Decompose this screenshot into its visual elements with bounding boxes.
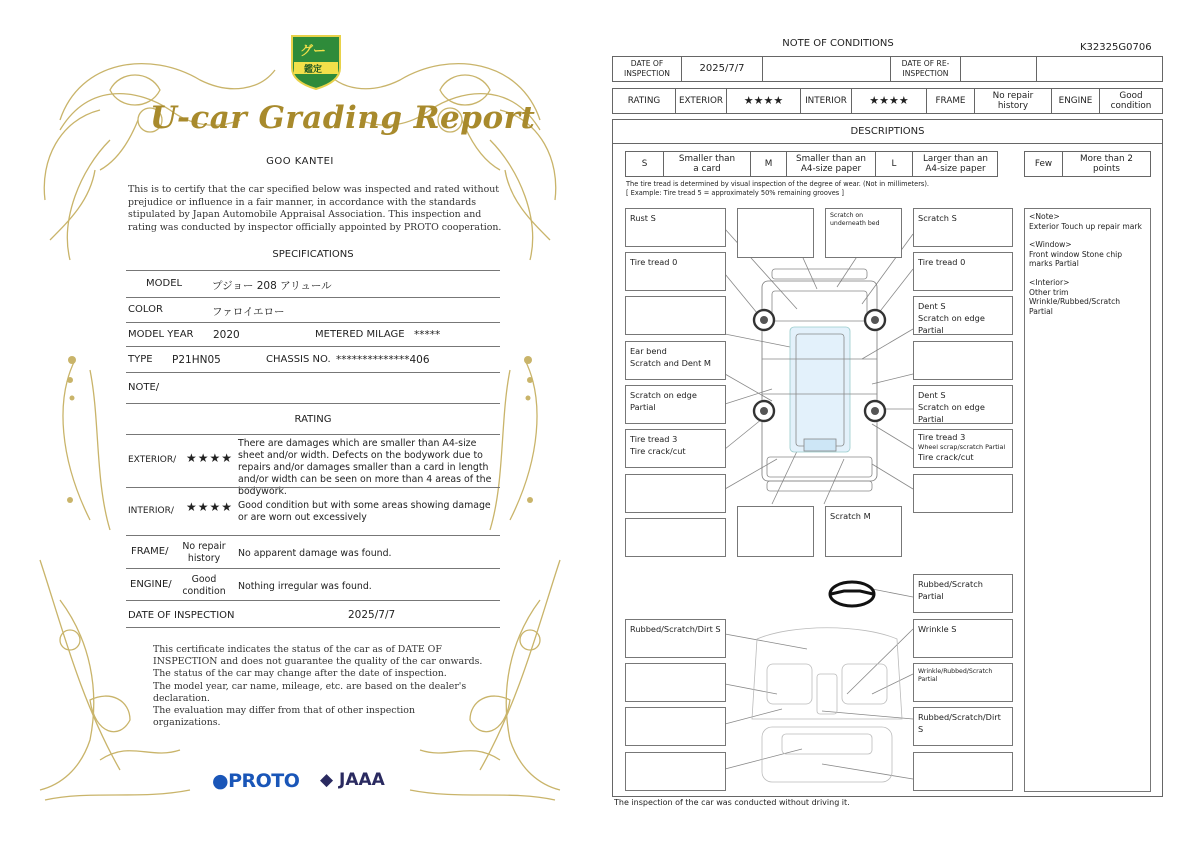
damage-box	[625, 752, 726, 791]
rating-label: RATING	[627, 96, 661, 106]
report-title: U-car Grading Report	[150, 100, 536, 136]
report-code: K32325G0706	[1080, 42, 1152, 53]
steering-wheel-icon	[830, 582, 874, 606]
divider	[126, 487, 500, 488]
legend-l-desc: Larger than an A4-size paper	[923, 154, 988, 174]
engine-label: ENGINE/	[130, 579, 172, 590]
engine-description: Nothing irregular was found.	[238, 581, 372, 592]
divider	[126, 297, 500, 298]
certificate-intro: This is to certify that the car specified below was inspected and rated without prejudice or influence in a fair manner, in accordance with the standards stipulated by Japan Automobile Appraisal Association. This inspection and rating was conducted by inspector officially appointed by PROTO cooperation.	[128, 184, 502, 233]
damage-box: Ear bend Scratch and Dent M	[625, 341, 726, 380]
divider	[1036, 56, 1037, 82]
damage-box	[913, 752, 1013, 791]
legend-few-desc: More than 2 points	[1080, 154, 1133, 174]
damage-box: Dent S Scratch on edge Partial	[913, 296, 1013, 335]
proto-logo: ●PROTO	[212, 770, 300, 792]
exterior-description: There are damages which are smaller than A4-size sheet and/or width. Defects on the bodywork due to repairs and/or damages smaller than a card in length and/or width can be seen on more than 4 areas of the bodywork.	[238, 438, 492, 497]
damage-box: Rubbed/Scratch/Dirt S	[625, 619, 726, 658]
notes-panel	[1024, 208, 1151, 792]
divider	[126, 600, 500, 601]
damage-box	[913, 474, 1013, 513]
damage-box: Tire tread 3 Wheel scrap/scratch Partial Tire crack/cut	[913, 429, 1013, 468]
tire-example: [ Example: Tire tread 5 = approximately 50% remaining grooves ]	[626, 189, 844, 197]
legend-l-label: L	[891, 159, 897, 169]
tire-note: The tire tread is determined by visual inspection of the degree of wear. (Not in millimeters).	[626, 180, 930, 188]
badge-bottom-text: 鑑定	[304, 65, 323, 75]
divider	[126, 434, 500, 435]
frame-label: FRAME	[935, 96, 966, 106]
disclaimer-line: This certificate indicates the status of the car as of DATE OF INSPECTION and does not guarantee the quality of the car onwards.	[153, 644, 483, 668]
legend-m-desc: Smaller than an A4-size paper	[795, 154, 866, 174]
note-text: Exterior Touch up repair mark	[1029, 221, 1142, 231]
inspection-date-value: 2025/7/7	[348, 609, 396, 621]
divider	[126, 535, 500, 536]
inspection-date-label: DATE OF INSPECTION	[128, 610, 235, 621]
damage-box: Wrinkle S	[913, 619, 1013, 658]
damage-box: Tire tread 0	[913, 252, 1013, 291]
damage-box	[737, 506, 814, 557]
disclaimer-line: The model year, car name, mileage, etc. are based on the dealer's declaration.	[153, 680, 467, 704]
inspection-date-label: DATE OF INSPECTION	[624, 59, 670, 78]
chassis-value: **************406	[336, 354, 430, 366]
disclaimer-line: The status of the car may change after the date of inspection.	[153, 668, 447, 680]
frame-value: No repair history	[182, 541, 226, 564]
interior-text: Other trim	[1029, 287, 1069, 297]
frame-label: FRAME/	[131, 546, 169, 557]
exterior-label: EXTERIOR	[678, 96, 724, 106]
disclaimer-line: The evaluation may differ from that of other inspection organizations.	[153, 705, 415, 729]
legend-m-label: M	[764, 159, 773, 169]
mileage-value: *****	[414, 329, 441, 341]
interior-description: Good condition but with some areas showing damage or are worn out excessively	[238, 500, 491, 523]
exterior-stars: ★★★★	[743, 94, 784, 107]
damage-box: Dent S Scratch on edge Partial	[913, 385, 1013, 424]
type-label: TYPE	[128, 354, 153, 365]
note-label: NOTE/	[128, 382, 160, 393]
interior-label: INTERIOR	[805, 96, 847, 106]
conditions-title: NOTE OF CONDITIONS	[782, 38, 894, 49]
divider	[126, 568, 500, 569]
divider	[126, 403, 500, 404]
damage-box: Scratch M	[825, 506, 902, 557]
damage-box: Tire tread 3 Tire crack/cut	[625, 429, 726, 468]
divider	[126, 372, 500, 373]
badge-top-text: グー	[300, 44, 327, 59]
engine-value: Good condition	[182, 574, 226, 597]
damage-box: Scratch S	[913, 208, 1013, 247]
legend-s-desc: Smaller than a card	[678, 154, 736, 174]
frame-value: No repair history	[992, 91, 1034, 111]
exterior-label: EXTERIOR/	[128, 455, 177, 465]
engine-label: ENGINE	[1058, 96, 1093, 106]
specifications-heading: SPECIFICATIONS	[272, 249, 354, 260]
damage-box	[625, 707, 726, 746]
frame-description: No apparent damage was found.	[238, 548, 392, 559]
note-heading: <Note>	[1029, 212, 1060, 221]
damage-box	[913, 341, 1013, 380]
color-label: COLOR	[128, 304, 163, 315]
color-value: ファロイエロー	[212, 306, 285, 318]
divider	[126, 322, 500, 323]
damage-box: Tire tread 0	[625, 252, 726, 291]
window-heading: <Window>	[1029, 240, 1072, 250]
damage-box	[737, 208, 814, 258]
inspection-date-value: 2025/7/7	[699, 63, 745, 74]
exterior-stars: ★★★★	[186, 451, 234, 465]
damage-box: Scratch on underneath bed	[825, 208, 902, 258]
damage-box: Rubbed/Scratch/Dirt S	[913, 707, 1013, 746]
interior-stars: ★★★★	[186, 500, 234, 514]
interior-text: Wrinkle/Rubbed/Scratch Partial	[1029, 297, 1121, 316]
damage-box	[625, 474, 726, 513]
divider	[762, 56, 763, 82]
legend-few-label: Few	[1034, 159, 1053, 169]
jaaa-logo: ◆ JAAA	[320, 770, 385, 790]
model-value: プジョー 208 アリュール	[212, 280, 332, 292]
brand-name: GOO KANTEI	[266, 156, 334, 167]
divider	[126, 627, 500, 628]
chassis-label: CHASSIS NO.	[266, 354, 331, 365]
damage-box: Rust S	[625, 208, 726, 247]
legend-s-label: S	[641, 159, 648, 169]
divider	[126, 270, 500, 271]
damage-box: Wrinkle/Rubbed/Scratch Partial	[913, 663, 1013, 702]
interior-stars: ★★★★	[869, 94, 909, 107]
window-text: Front window Stone chip marks Partial	[1029, 249, 1123, 269]
conditions-footer: The inspection of the car was conducted without driving it.	[614, 798, 850, 807]
rating-heading: RATING	[294, 414, 332, 425]
interior-label: INTERIOR/	[128, 506, 174, 516]
damage-box: Rubbed/Scratch Partial	[913, 574, 1013, 613]
certificate-disclaimer	[153, 644, 483, 729]
type-value: P21HN05	[172, 354, 221, 366]
model-label: MODEL	[146, 278, 183, 289]
mileage-label: METERED MILAGE	[315, 329, 405, 340]
damage-box	[625, 663, 726, 702]
model-year-value: 2020	[213, 329, 240, 341]
reinspection-date-label: DATE OF RE-INSPECTION	[901, 59, 950, 78]
interior-heading: <Interior>	[1029, 277, 1070, 287]
divider	[126, 346, 500, 347]
divider	[960, 56, 961, 82]
damage-box	[625, 296, 726, 335]
damage-box: Scratch on edge Partial	[625, 385, 726, 424]
engine-value: Good condition	[1110, 91, 1152, 111]
damage-box	[625, 518, 726, 557]
model-year-label: MODEL YEAR	[128, 329, 194, 340]
descriptions-heading: DESCRIPTIONS	[850, 125, 925, 137]
